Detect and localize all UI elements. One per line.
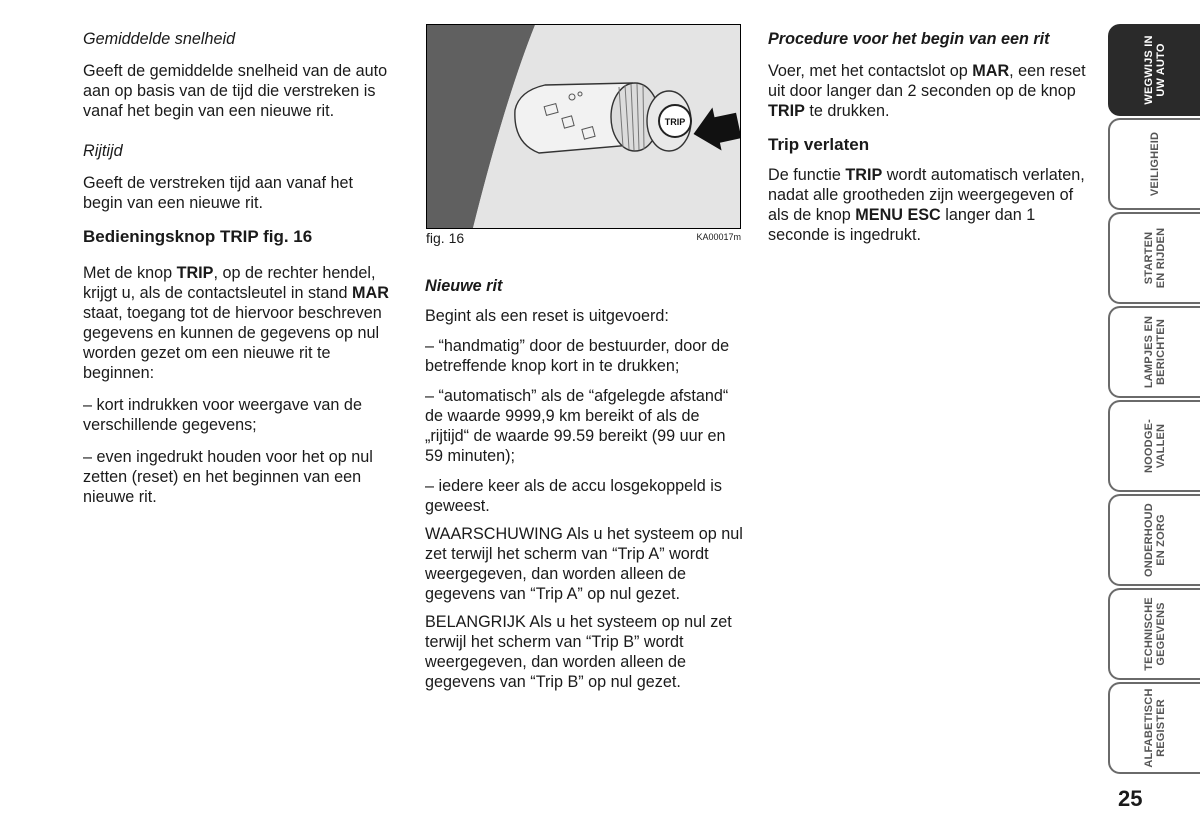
tab-label: ALFABETISCH REGISTER bbox=[1143, 688, 1167, 768]
avg-speed-text: Geeft de gemiddelde snelheid van de auto aan op basis van de tijd die verstreken is vanaf het begin van een nieuwe rit. bbox=[83, 62, 388, 120]
important-note: BELANGRIJK Als u het systeem op nul zet terwijl het scherm van “Trip B” wordt weergegeven, dan worden alleen de gegevens van “Trip B” op nul gezet. bbox=[425, 613, 732, 691]
bullet-short-press: – kort indrukken voor weergave van de verschillende gegevens; bbox=[83, 396, 362, 434]
tab-label: TECHNISCHE GEGEVENS bbox=[1143, 597, 1167, 671]
keyword-trip: TRIP bbox=[176, 264, 214, 282]
new-trip-battery: – iedere keer als de accu losgekoppeld is geweest. bbox=[425, 477, 722, 515]
stalk-illustration bbox=[427, 25, 740, 228]
tab-lampjes[interactable] bbox=[1108, 306, 1200, 398]
avg-speed-title: Gemiddelde snelheid bbox=[83, 30, 236, 48]
tab-label: ONDERHOUD EN ZORG bbox=[1143, 503, 1167, 577]
procedure-title: Procedure voor het begin van een rit bbox=[768, 30, 1050, 48]
exit-trip-heading: Trip verlaten bbox=[768, 135, 870, 154]
new-trip-intro: Begint als een reset is uitgevoerd: bbox=[425, 307, 669, 325]
tab-veiligheid[interactable] bbox=[1108, 118, 1200, 210]
figure-code: KA00017m bbox=[696, 232, 741, 242]
text-run: staat, toegang tot de hiervoor beschreven gegevens en kunnen de gegevens op nul worden gezet om een nieuwe rit te beginnen: bbox=[83, 304, 382, 382]
tab-label: STARTEN EN RIJDEN bbox=[1143, 227, 1167, 289]
figure-number: fig. 16 bbox=[426, 230, 465, 246]
tab-noodgevallen[interactable] bbox=[1108, 400, 1200, 492]
keyword-mar: MAR bbox=[352, 284, 389, 302]
text-run: Met de knop bbox=[83, 264, 177, 282]
keyword-menu-esc: MENU ESC bbox=[855, 206, 941, 224]
exit-trip-text bbox=[768, 165, 1086, 245]
tab-technische-gegevens[interactable] bbox=[1108, 588, 1200, 680]
column-left bbox=[83, 29, 395, 519]
text-run: , een reset uit door langer dan 2 seconden op de knop bbox=[768, 62, 1086, 100]
new-trip-automatic: – “automatisch” als de “afgelegde afstand“ de waarde 9999,9 km bereikt of als de „rijtijd“ de waarde 99.59 bereikt (99 uur en 59 minuten); bbox=[425, 387, 729, 465]
trip-button-paragraph bbox=[83, 263, 395, 383]
keyword-trip: TRIP bbox=[768, 102, 805, 120]
keyword-mar: MAR bbox=[972, 62, 1010, 80]
text-run: Voer, met het contactslot op bbox=[768, 62, 973, 80]
tab-register[interactable] bbox=[1108, 682, 1200, 774]
text-run: , op de rechter hendel, krijgt u, als de contactsleutel in stand bbox=[83, 264, 376, 302]
tab-wegwijs[interactable] bbox=[1108, 24, 1200, 116]
new-trip-manual: – “handmatig” door de bestuurder, door de betreffende knop kort in te drukken; bbox=[425, 337, 730, 375]
warning-note: WAARSCHUWING Als u het systeem op nul zet terwijl het scherm van “Trip A” wordt weergegeven, dan worden alleen de gegevens van “Trip A” op nul gezet. bbox=[425, 525, 743, 603]
tab-label: VEILIGHEID bbox=[1149, 131, 1161, 197]
procedure-text bbox=[768, 61, 1086, 121]
tab-starten[interactable] bbox=[1108, 212, 1200, 304]
new-trip-title: Nieuwe rit bbox=[425, 277, 503, 295]
trip-button-label: TRIP bbox=[664, 117, 686, 127]
tab-label: WEGWIJS IN UW AUTO bbox=[1143, 35, 1167, 105]
keyword-trip: TRIP bbox=[845, 166, 883, 184]
trip-button-heading: Bedieningsknop TRIP fig. 16 bbox=[83, 227, 313, 246]
text-run: De functie bbox=[768, 166, 846, 184]
figure-trip-stalk bbox=[426, 24, 741, 229]
column-right bbox=[768, 29, 1086, 257]
chapter-tabs bbox=[1108, 24, 1200, 779]
column-middle bbox=[425, 276, 743, 704]
drive-time-text: Geeft de verstreken tijd aan vanaf het begin van een nieuwe rit. bbox=[83, 174, 353, 212]
tab-label: NOODGE- VALLEN bbox=[1143, 419, 1167, 473]
tab-label: LAMPJES EN BERICHTEN bbox=[1143, 315, 1167, 389]
page-number: 25 bbox=[1118, 786, 1143, 811]
text-run: langer dan 1 seconde is ingedrukt. bbox=[768, 206, 1036, 244]
text-run: te drukken. bbox=[804, 102, 890, 120]
tab-onderhoud[interactable] bbox=[1108, 494, 1200, 586]
bullet-long-press: – even ingedrukt houden voor het op nul zetten (reset) en het beginnen van een nieuwe rit. bbox=[83, 448, 373, 506]
figure-caption bbox=[426, 230, 741, 246]
drive-time-title: Rijtijd bbox=[83, 142, 123, 160]
text-run: wordt automatisch verlaten, nadat alle grootheden zijn weergegeven of als de knop bbox=[768, 166, 1085, 224]
